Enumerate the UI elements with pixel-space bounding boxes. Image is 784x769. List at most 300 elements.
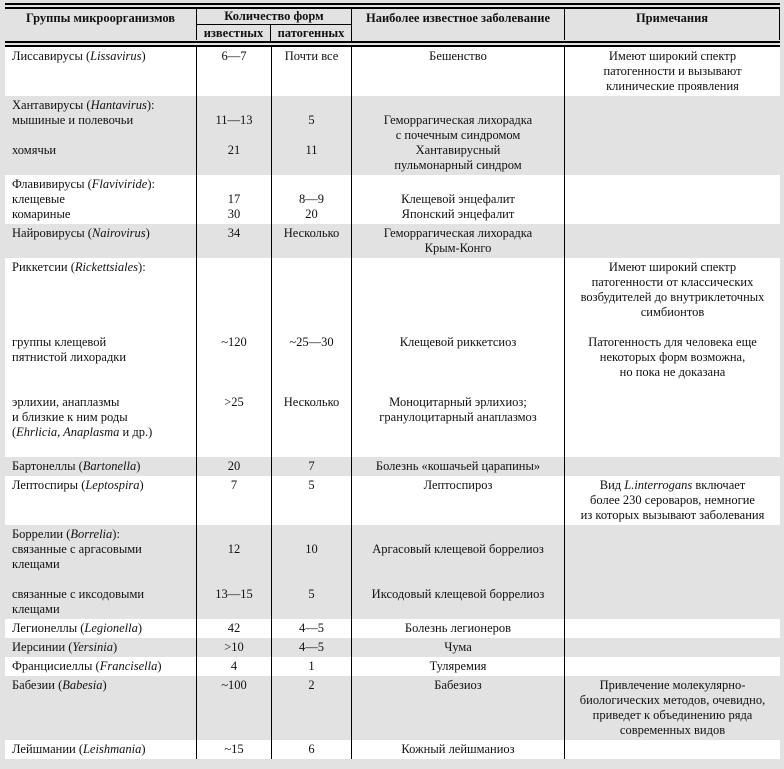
cell-col1 bbox=[5, 657, 197, 676]
cell-line bbox=[352, 177, 564, 192]
cell-line bbox=[197, 410, 271, 425]
cell-col1 bbox=[5, 476, 197, 525]
cell-line: Почти все bbox=[284, 49, 339, 63]
cell-line bbox=[12, 365, 196, 380]
cell-col3 bbox=[272, 175, 352, 224]
cell-line: клещевые bbox=[12, 192, 65, 206]
cell-line: Лептоспиры (Leptospira) bbox=[12, 478, 144, 492]
cell-line bbox=[12, 128, 196, 143]
cell-line: 11 bbox=[305, 143, 318, 157]
cell-col4 bbox=[352, 676, 565, 740]
cell-line: пульмонарный синдром bbox=[394, 158, 522, 172]
table-body bbox=[5, 47, 780, 759]
cell-line: 5 bbox=[308, 478, 315, 492]
cell-line bbox=[12, 290, 196, 305]
cell-line: более 230 сероваров, немногие bbox=[590, 493, 755, 507]
cell-line bbox=[272, 410, 351, 425]
cell-col3 bbox=[272, 619, 352, 638]
cell-line: симбионтов bbox=[640, 305, 705, 319]
cell-line: Найровирусы (Nairovirus) bbox=[12, 226, 150, 240]
cell-col2 bbox=[197, 47, 272, 96]
cell-line bbox=[565, 440, 780, 455]
cell-line bbox=[565, 380, 780, 395]
cell-col4 bbox=[352, 619, 565, 638]
cell-col2 bbox=[197, 619, 272, 638]
cell-col2 bbox=[197, 224, 272, 258]
cell-line: ~100 bbox=[221, 678, 247, 692]
cell-line bbox=[197, 493, 271, 508]
cell-line bbox=[12, 380, 196, 395]
row-group-rickettsiales bbox=[5, 258, 780, 457]
cell-line bbox=[352, 305, 564, 320]
cell-line: патогенности от классических bbox=[591, 275, 754, 289]
cell-line: Лиссавирусы (Lissavirus) bbox=[12, 49, 146, 63]
cell-line bbox=[565, 742, 780, 757]
cell-line bbox=[197, 305, 271, 320]
cell-line: 20 bbox=[227, 459, 241, 473]
cell-line bbox=[197, 425, 271, 440]
cell-col1 bbox=[5, 224, 197, 258]
cell-col1 bbox=[5, 47, 197, 96]
cell-line: Францисиеллы (Francisella) bbox=[12, 659, 162, 673]
row-group-bartonella bbox=[5, 457, 780, 476]
cell-line bbox=[352, 98, 564, 113]
cell-line bbox=[197, 290, 271, 305]
row-group-nairovirus bbox=[5, 224, 780, 258]
column-header-notes: Примечания bbox=[565, 9, 780, 40]
cell-line bbox=[197, 177, 271, 192]
cell-line bbox=[565, 527, 780, 542]
cell-line bbox=[565, 226, 780, 241]
row-group-legionella bbox=[5, 619, 780, 638]
cell-line bbox=[272, 365, 351, 380]
cell-line bbox=[272, 158, 351, 173]
cell-line: 7 bbox=[308, 459, 315, 473]
cell-col4 bbox=[352, 175, 565, 224]
cell-line: 4 bbox=[230, 659, 238, 673]
cell-line bbox=[197, 350, 271, 365]
cell-line bbox=[352, 260, 564, 275]
cell-line bbox=[272, 177, 351, 192]
cell-line bbox=[197, 79, 271, 94]
column-header-count-label: Количество форм bbox=[197, 9, 351, 25]
cell-line: возбудителей до внутриклеточных bbox=[580, 290, 765, 304]
cell-line bbox=[565, 143, 780, 158]
cell-col2 bbox=[197, 175, 272, 224]
cell-col3 bbox=[272, 638, 352, 657]
cell-col4 bbox=[352, 457, 565, 476]
cell-line bbox=[197, 708, 271, 723]
cell-line: 13—15 bbox=[215, 587, 253, 601]
cell-line bbox=[12, 572, 196, 587]
cell-line: из которых вызывают заболевания bbox=[580, 508, 765, 522]
cell-line bbox=[12, 275, 196, 290]
cell-line bbox=[352, 275, 564, 290]
cell-line bbox=[565, 320, 780, 335]
cell-line: гранулоцитарный анаплазмоз bbox=[379, 410, 537, 424]
cell-line: 20 bbox=[305, 207, 318, 221]
cell-col3 bbox=[272, 740, 352, 759]
cell-line bbox=[12, 693, 196, 708]
cell-col4 bbox=[352, 96, 565, 175]
cell-line bbox=[197, 365, 271, 380]
cell-col1 bbox=[5, 96, 197, 175]
cell-line bbox=[565, 659, 780, 674]
cell-col5 bbox=[565, 47, 780, 96]
cell-line: клинические проявления bbox=[606, 79, 739, 93]
cell-col3 bbox=[272, 457, 352, 476]
cell-line: приведет к объединению ряда bbox=[592, 708, 753, 722]
cell-line bbox=[352, 425, 564, 440]
cell-line bbox=[352, 572, 564, 587]
cell-line bbox=[272, 290, 351, 305]
cell-line bbox=[197, 98, 271, 113]
cell-line bbox=[272, 260, 351, 275]
cell-col5 bbox=[565, 676, 780, 740]
cell-line bbox=[272, 602, 351, 617]
cell-line: 42 bbox=[227, 621, 241, 635]
cell-line: ~25—30 bbox=[289, 335, 334, 349]
cell-col3 bbox=[272, 676, 352, 740]
cell-line bbox=[352, 602, 564, 617]
column-header-count-group bbox=[197, 9, 352, 41]
cell-line bbox=[197, 275, 271, 290]
cell-col1 bbox=[5, 457, 197, 476]
cell-line: Клещевой риккетсиоз bbox=[399, 335, 517, 349]
cell-line bbox=[565, 602, 780, 617]
cell-line: Привлечение молекулярно- bbox=[599, 678, 746, 692]
cell-line bbox=[272, 79, 351, 94]
cell-line bbox=[565, 557, 780, 572]
cell-line: Хантавирусы (Hantavirus): bbox=[12, 98, 155, 112]
cell-line: Иксодовый клещевой боррелиоз bbox=[371, 587, 545, 601]
cell-line bbox=[12, 708, 196, 723]
cell-line: Легионеллы (Legionella) bbox=[12, 621, 143, 635]
cell-line bbox=[565, 459, 780, 474]
cell-line bbox=[565, 425, 780, 440]
cell-line bbox=[197, 380, 271, 395]
cell-line: 4—5 bbox=[299, 640, 324, 654]
cell-line bbox=[12, 241, 196, 256]
cell-line bbox=[272, 425, 351, 440]
cell-col5 bbox=[565, 258, 780, 457]
cell-line bbox=[197, 527, 271, 542]
cell-line bbox=[352, 290, 564, 305]
cell-line: 8—9 bbox=[299, 192, 324, 206]
cell-col2 bbox=[197, 525, 272, 619]
column-header-disease: Наиболее известное заболевание bbox=[352, 9, 565, 40]
cell-line: 2 bbox=[308, 678, 315, 692]
microorganisms-table bbox=[5, 0, 780, 759]
cell-line bbox=[352, 440, 564, 455]
cell-line: 5 bbox=[308, 587, 315, 601]
cell-line bbox=[197, 241, 271, 256]
cell-col1 bbox=[5, 258, 197, 457]
cell-line bbox=[352, 64, 564, 79]
cell-col5 bbox=[565, 740, 780, 759]
cell-line: 12 bbox=[227, 542, 241, 556]
cell-line: мышиные и полевочьи bbox=[12, 113, 134, 127]
row-group-leishmania bbox=[5, 740, 780, 759]
cell-col1 bbox=[5, 175, 197, 224]
cell-col5 bbox=[565, 525, 780, 619]
cell-line bbox=[565, 241, 780, 256]
cell-line bbox=[197, 320, 271, 335]
cell-line bbox=[197, 508, 271, 523]
cell-line: 6—7 bbox=[221, 49, 247, 63]
cell-col5 bbox=[565, 657, 780, 676]
cell-line: Иерсинии (Yersinia) bbox=[12, 640, 118, 654]
cell-line: группы клещевой bbox=[12, 335, 107, 349]
cell-line bbox=[272, 350, 351, 365]
cell-line bbox=[272, 557, 351, 572]
cell-line: Болезнь легионеров bbox=[404, 621, 512, 635]
cell-line: Клещевой энцефалит bbox=[401, 192, 515, 206]
cell-line bbox=[272, 440, 351, 455]
cell-line bbox=[565, 410, 780, 425]
cell-line: Геморрагическая лихорадка bbox=[383, 113, 533, 127]
cell-line bbox=[565, 113, 780, 128]
row-group-babesia bbox=[5, 676, 780, 740]
cell-line: 7 bbox=[230, 478, 238, 492]
cell-line: 34 bbox=[227, 226, 241, 240]
cell-line bbox=[272, 493, 351, 508]
cell-line: Крым-Конго bbox=[424, 241, 492, 255]
cell-line: Туляремия bbox=[429, 659, 487, 673]
cell-line: Геморрагическая лихорадка bbox=[383, 226, 533, 240]
cell-line: связанные с аргасовыми bbox=[12, 542, 142, 556]
cell-line: Моноцитарный эрлихиоз; bbox=[389, 395, 527, 409]
cell-line bbox=[565, 572, 780, 587]
cell-col5 bbox=[565, 619, 780, 638]
cell-line: >25 bbox=[224, 395, 244, 409]
row-group-borrelia bbox=[5, 525, 780, 619]
cell-line bbox=[565, 207, 780, 222]
cell-line: патогенности и вызывают bbox=[603, 64, 742, 78]
cell-line bbox=[565, 98, 780, 113]
cell-line bbox=[197, 260, 271, 275]
cell-col4 bbox=[352, 638, 565, 657]
cell-col3 bbox=[272, 525, 352, 619]
cell-line: Болезнь «кошачьей царапины» bbox=[375, 459, 541, 473]
cell-line: Бабезиоз bbox=[434, 678, 482, 692]
cell-line: 10 bbox=[305, 542, 318, 556]
row-group-yersinia bbox=[5, 638, 780, 657]
cell-line bbox=[352, 557, 564, 572]
cell-col3 bbox=[272, 224, 352, 258]
row-group-hantavirus bbox=[5, 96, 780, 175]
cell-line: Бабезии (Babesia) bbox=[12, 678, 107, 692]
cell-line: ~15 bbox=[224, 742, 244, 756]
cell-line bbox=[352, 693, 564, 708]
cell-line: Японский энцефалит bbox=[401, 207, 515, 221]
cell-line bbox=[197, 440, 271, 455]
cell-line: Имеют широкий спектр bbox=[608, 49, 737, 63]
cell-col2 bbox=[197, 638, 272, 657]
cell-line: комариные bbox=[12, 207, 71, 221]
cell-col4 bbox=[352, 657, 565, 676]
cell-line bbox=[197, 128, 271, 143]
cell-line bbox=[12, 158, 196, 173]
row-group-leptospira bbox=[5, 476, 780, 525]
cell-line bbox=[272, 527, 351, 542]
cell-line bbox=[352, 365, 564, 380]
cell-line bbox=[197, 693, 271, 708]
cell-line: Несколько bbox=[283, 395, 340, 409]
cell-col3 bbox=[272, 47, 352, 96]
cell-line bbox=[12, 493, 196, 508]
cell-line bbox=[565, 192, 780, 207]
cell-line bbox=[272, 305, 351, 320]
cell-line: эрлихии, анаплазмы bbox=[12, 395, 120, 409]
cell-line: ~120 bbox=[221, 335, 247, 349]
cell-line bbox=[565, 621, 780, 636]
cell-col4 bbox=[352, 224, 565, 258]
cell-line bbox=[197, 158, 271, 173]
cell-line: клещами bbox=[12, 557, 60, 571]
cell-col2 bbox=[197, 657, 272, 676]
cell-line bbox=[12, 64, 196, 79]
cell-col5 bbox=[565, 457, 780, 476]
cell-line bbox=[352, 79, 564, 94]
cell-col4 bbox=[352, 525, 565, 619]
cell-col2 bbox=[197, 676, 272, 740]
cell-line bbox=[352, 508, 564, 523]
cell-line bbox=[565, 587, 780, 602]
cell-line bbox=[272, 693, 351, 708]
cell-line: Флавивирусы (Flaviviride): bbox=[12, 177, 155, 191]
cell-line: Боррелии (Borrelia): bbox=[12, 527, 120, 541]
cell-col3 bbox=[272, 657, 352, 676]
cell-line: клещами bbox=[12, 602, 60, 616]
cell-line: Кожный лейшманиоз bbox=[401, 742, 515, 756]
cell-line bbox=[272, 98, 351, 113]
cell-line: связанные с иксодовыми bbox=[12, 587, 145, 601]
cell-col4 bbox=[352, 740, 565, 759]
cell-line: Вид L.interrogans включает bbox=[599, 478, 746, 492]
cell-line bbox=[272, 708, 351, 723]
count-subheaders bbox=[197, 25, 351, 41]
cell-col3 bbox=[272, 476, 352, 525]
cell-line bbox=[197, 723, 271, 738]
cell-line bbox=[12, 440, 196, 455]
cell-line: Патогенность для человека еще bbox=[588, 335, 757, 349]
cell-line: некоторых форм возможна, bbox=[599, 350, 746, 364]
cell-line bbox=[272, 64, 351, 79]
cell-line bbox=[352, 493, 564, 508]
cell-line bbox=[352, 380, 564, 395]
cell-line: Чума bbox=[444, 640, 472, 654]
cell-col3 bbox=[272, 96, 352, 175]
cell-line: 1 bbox=[308, 659, 315, 673]
row-group-lissavirus bbox=[5, 47, 780, 96]
cell-line bbox=[12, 508, 196, 523]
cell-line: Бешенство bbox=[429, 49, 487, 63]
cell-line bbox=[12, 723, 196, 738]
cell-line bbox=[12, 305, 196, 320]
cell-col5 bbox=[565, 96, 780, 175]
cell-line bbox=[565, 542, 780, 557]
cell-col1 bbox=[5, 676, 197, 740]
cell-col3 bbox=[272, 258, 352, 457]
cell-line bbox=[197, 572, 271, 587]
cell-col2 bbox=[197, 457, 272, 476]
cell-line bbox=[197, 602, 271, 617]
cell-line bbox=[197, 557, 271, 572]
cell-line: Бартонеллы (Bartonella) bbox=[12, 459, 141, 473]
cell-col5 bbox=[565, 224, 780, 258]
cell-line: хомячьи bbox=[12, 143, 57, 157]
cell-line: Риккетсии (Rickettsiales): bbox=[12, 260, 146, 274]
cell-col5 bbox=[565, 175, 780, 224]
cell-line bbox=[565, 395, 780, 410]
cell-line bbox=[197, 64, 271, 79]
cell-line: Имеют широкий спектр bbox=[608, 260, 737, 274]
cell-col2 bbox=[197, 96, 272, 175]
cell-line bbox=[272, 380, 351, 395]
table-header bbox=[5, 9, 780, 41]
cell-line bbox=[565, 177, 780, 192]
cell-line: биологических методов, очевидно, bbox=[579, 693, 766, 707]
cell-col2 bbox=[197, 258, 272, 457]
cell-line: >10 bbox=[224, 640, 244, 654]
cell-line bbox=[272, 241, 351, 256]
cell-line: 11—13 bbox=[215, 113, 253, 127]
column-header-known: известных bbox=[197, 25, 271, 41]
cell-line bbox=[565, 128, 780, 143]
cell-line bbox=[352, 320, 564, 335]
cell-line bbox=[272, 320, 351, 335]
cell-col4 bbox=[352, 47, 565, 96]
cell-line: 6 bbox=[308, 742, 315, 756]
cell-line: пятнистой лихорадки bbox=[12, 350, 127, 364]
cell-col1 bbox=[5, 638, 197, 657]
column-header-pathogenic: патогенных bbox=[277, 26, 345, 40]
cell-line: 17 bbox=[227, 192, 241, 206]
cell-line: Лейшмании (Leishmania) bbox=[12, 742, 146, 756]
cell-line: Аргасовый клещевой боррелиоз bbox=[372, 542, 544, 556]
column-header-groups: Группы микроорганизмов bbox=[5, 9, 197, 40]
row-group-flavivirus bbox=[5, 175, 780, 224]
cell-line bbox=[565, 158, 780, 173]
cell-col2 bbox=[197, 476, 272, 525]
cell-line bbox=[352, 527, 564, 542]
cell-line: 4—5 bbox=[299, 621, 324, 635]
cell-line: но пока не доказана bbox=[619, 365, 726, 379]
cell-line bbox=[272, 723, 351, 738]
cell-col4 bbox=[352, 258, 565, 457]
cell-col1 bbox=[5, 525, 197, 619]
cell-col5 bbox=[565, 638, 780, 657]
cell-line bbox=[272, 508, 351, 523]
cell-line bbox=[272, 128, 351, 143]
cell-line: (Ehrlicia, Anaplasma и др.) bbox=[12, 425, 153, 439]
cell-line: и близкие к ним роды bbox=[12, 410, 128, 424]
cell-line bbox=[352, 708, 564, 723]
cell-line bbox=[565, 640, 780, 655]
cell-line: Лептоспироз bbox=[423, 478, 493, 492]
cell-col5 bbox=[565, 476, 780, 525]
cell-line bbox=[12, 79, 196, 94]
cell-line: Несколько bbox=[283, 226, 340, 240]
row-group-francisella bbox=[5, 657, 780, 676]
cell-line bbox=[272, 572, 351, 587]
cell-line bbox=[352, 350, 564, 365]
cell-col1 bbox=[5, 619, 197, 638]
cell-line: 5 bbox=[308, 113, 315, 127]
cell-line bbox=[12, 320, 196, 335]
cell-line bbox=[272, 275, 351, 290]
